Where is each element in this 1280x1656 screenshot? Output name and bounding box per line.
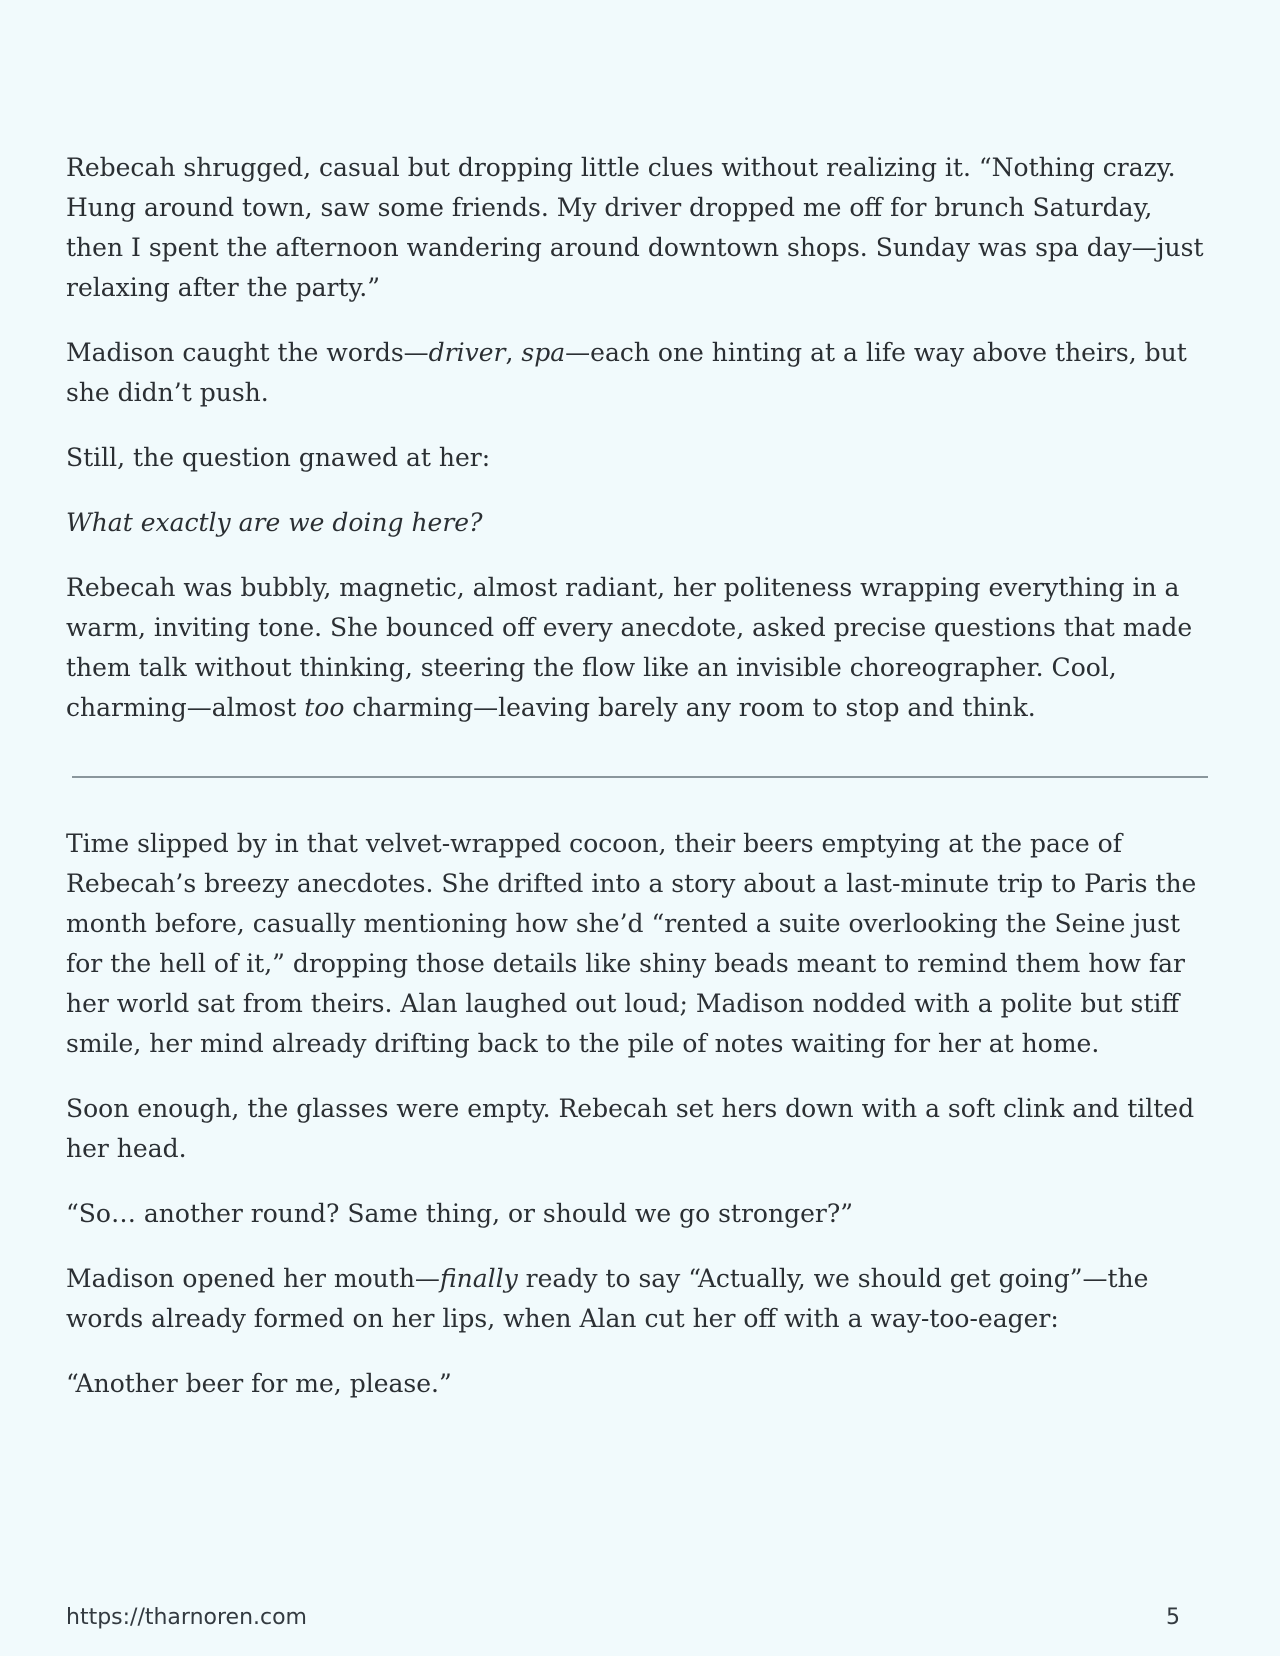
italic-text: What exactly are we doing here?: [66, 508, 483, 537]
section-after-break: [66, 824, 1214, 1404]
text-run: Rebecah shrugged, casual but dropping little clues without realizing it. “Nothing crazy. Hung around town, saw some friends. My driver dropped me off for brunch Saturday, then I spent the afternoon wandering around downtown shops. Sunday was spa day—just relaxing after the party.”: [66, 153, 1204, 302]
section-divider: [72, 776, 1208, 778]
text-run: Rebecah was bubbly, magnetic, almost radiant, her politeness wrapping everything in a warm, inviting tone. She bounced off every anecdote, asked precise questions that made them talk without thinking, steering the flow like an invisible choreographer. Cool, charming—almost: [66, 573, 1193, 722]
paragraph: [66, 148, 1214, 308]
paragraph: [66, 333, 1214, 413]
text-run: “Another beer for me, please.”: [66, 1369, 452, 1398]
paragraph: [66, 1089, 1214, 1169]
text-run: Madison opened her mouth—: [66, 1264, 440, 1293]
text-run: ,: [505, 338, 522, 367]
text-run: Madison caught the words—: [66, 338, 429, 367]
paragraph: [66, 1259, 1214, 1339]
section-before-break: [66, 148, 1214, 728]
text-run: Time slipped by in that velvet-wrapped cocoon, their beers emptying at the pace of Rebecah’s breezy anecdotes. She drifted into a story about a last-minute trip to Paris the month before, casually mentioning how she’d “rented a suite overlooking the Seine just for the hell of it,” dropping those details like shiny beads meant to remind them how far her world sat from theirs. Alan laughed out loud; Madison nodded with a polite but stiff smile, her mind already drifting back to the pile of notes waiting for her at home.: [66, 829, 1197, 1058]
text-run: charming—leaving barely any room to stop and think.: [344, 693, 1036, 722]
text-run: Still, the question gnawed at her:: [66, 443, 491, 472]
paragraph: [66, 438, 1214, 478]
paragraph: [66, 824, 1214, 1064]
footer-url[interactable]: https://tharnoren.com: [66, 1605, 307, 1630]
text-run: “So… another round? Same thing, or should we go stronger?”: [66, 1199, 854, 1228]
text-run: —each one hinting at a life way above theirs, but she didn’t push.: [66, 338, 1187, 407]
text-run: Soon enough, the glasses were empty. Rebecah set hers down with a soft clink and tilted her head.: [66, 1094, 1195, 1163]
italic-text: driver: [428, 338, 506, 367]
page-number: 5: [1166, 1605, 1180, 1630]
paragraph: [66, 503, 1214, 543]
page-footer: [66, 1605, 1180, 1630]
page-body: [66, 148, 1214, 1429]
paragraph: [66, 568, 1214, 728]
paragraph: [66, 1364, 1214, 1404]
paragraph: [66, 1194, 1214, 1234]
italic-text: spa: [521, 338, 566, 367]
italic-text: too: [304, 693, 345, 722]
italic-text: finally: [439, 1264, 518, 1293]
text-run: ready to say “Actually, we should get going”—the words already formed on her lips, when Alan cut her off with a way-too-eager:: [66, 1264, 1149, 1333]
